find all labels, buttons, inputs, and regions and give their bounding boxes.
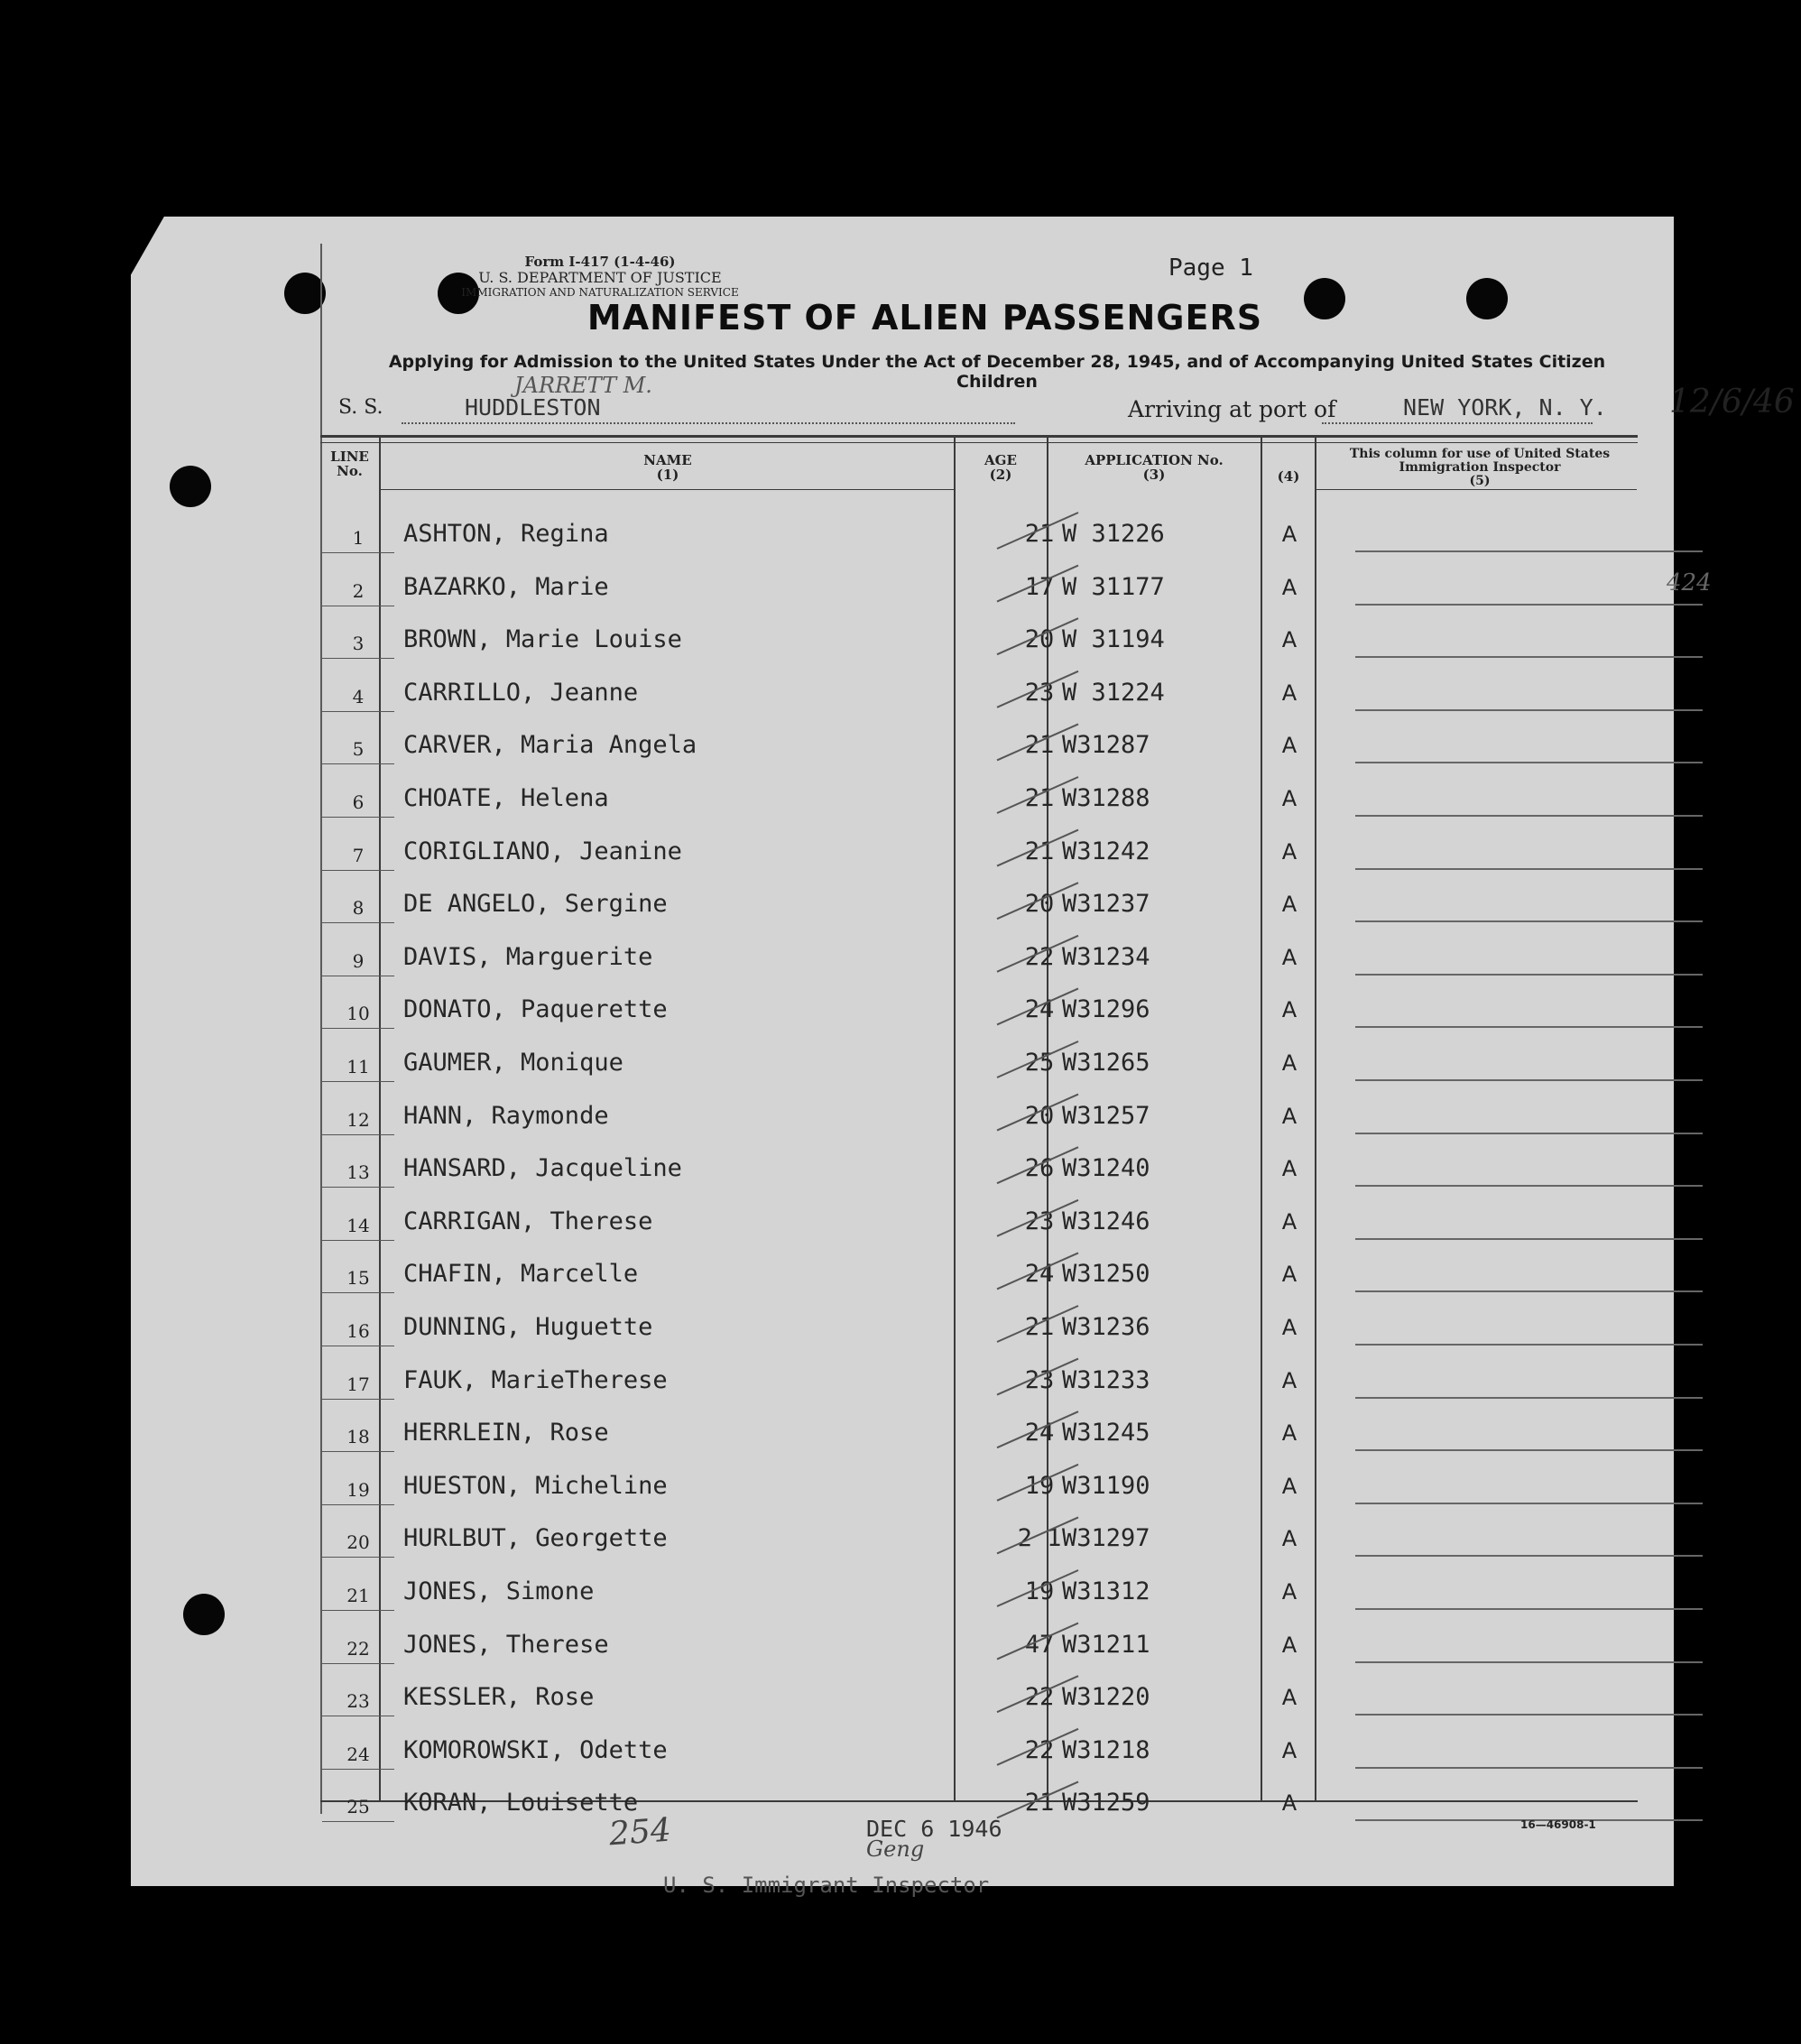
passenger-age: 21 xyxy=(1024,837,1055,865)
line-number: 5 xyxy=(352,738,365,761)
pencil-check-marks xyxy=(131,217,1674,1886)
status-code: A xyxy=(1281,1050,1298,1076)
application-number: W 31226 xyxy=(1062,520,1165,548)
col-header-name-text: NAME xyxy=(643,452,692,468)
passenger-name: CARRILLO, Jeanne xyxy=(403,678,639,707)
check-mark xyxy=(997,1253,1078,1289)
passenger-age: 24 xyxy=(1024,1419,1055,1447)
check-mark xyxy=(997,1465,1078,1501)
passenger-age: 19 xyxy=(1024,1471,1055,1500)
passenger-name: CORIGLIANO, Jeanine xyxy=(403,837,682,865)
check-mark xyxy=(997,1517,1078,1553)
line-number: 2 xyxy=(352,579,365,602)
passenger-name: BROWN, Marie Louise xyxy=(403,625,682,654)
status-code: A xyxy=(1281,1737,1298,1763)
col-header-inspector-num: (5) xyxy=(1469,474,1491,488)
passenger-age: 24 xyxy=(1024,995,1055,1024)
status-code: A xyxy=(1281,1579,1298,1605)
line-number: 12 xyxy=(346,1108,370,1131)
application-number: W31257 xyxy=(1062,1101,1150,1130)
page-title: MANIFEST OF ALIEN PASSENGERS xyxy=(586,298,1263,338)
check-mark xyxy=(997,1781,1078,1817)
port-of-arrival: NEW YORK, N. Y. xyxy=(1403,394,1607,421)
col-header-age-text: AGE xyxy=(984,452,1017,468)
application-number: W31259 xyxy=(1062,1789,1150,1817)
passenger-age: 23 xyxy=(1024,678,1055,707)
passenger-name: DUNNING, Huguette xyxy=(403,1313,653,1341)
check-mark xyxy=(997,883,1078,919)
status-code: A xyxy=(1281,944,1298,970)
passenger-age: 17 xyxy=(1024,572,1055,601)
status-code: A xyxy=(1281,1473,1298,1499)
line-number: 10 xyxy=(346,1003,370,1025)
passenger-age: 21 xyxy=(1024,1789,1055,1817)
inspection-stamp-date: DEC 6 1946 xyxy=(866,1816,1002,1842)
line-number: 23 xyxy=(346,1690,370,1713)
passenger-name: HUESTON, Micheline xyxy=(403,1471,668,1500)
application-number: W31220 xyxy=(1062,1683,1150,1712)
passenger-name: KESSLER, Rose xyxy=(403,1683,595,1712)
status-code: A xyxy=(1281,1420,1298,1447)
check-mark xyxy=(997,1623,1078,1660)
status-code: A xyxy=(1281,1367,1298,1393)
application-number: W31296 xyxy=(1062,995,1150,1024)
line-number: 8 xyxy=(352,897,365,920)
passenger-age: 21 xyxy=(1024,1313,1055,1341)
check-mark xyxy=(997,1095,1078,1131)
passenger-name: GAUMER, Monique xyxy=(403,1049,623,1077)
passenger-age: 24 xyxy=(1024,1260,1055,1289)
passenger-name: CHAFIN, Marcelle xyxy=(403,1260,639,1289)
inspector-caption: U. S. Immigrant Inspector xyxy=(663,1873,990,1898)
line-number: 25 xyxy=(346,1796,370,1818)
col-header-line-no: LINE No. xyxy=(330,449,369,479)
passenger-age: 20 xyxy=(1024,625,1055,654)
passenger-age: 20 xyxy=(1024,890,1055,919)
application-number: W31234 xyxy=(1062,942,1150,971)
application-number: W31297 xyxy=(1062,1524,1150,1553)
line-number: 24 xyxy=(346,1743,370,1765)
line-number: 13 xyxy=(346,1161,370,1184)
line-number: 9 xyxy=(352,949,365,972)
application-number: W31250 xyxy=(1062,1260,1150,1289)
check-mark xyxy=(997,1359,1078,1395)
check-mark xyxy=(997,1200,1078,1236)
check-mark xyxy=(997,830,1078,866)
application-number: W31218 xyxy=(1062,1735,1150,1764)
status-code: A xyxy=(1281,522,1298,547)
passenger-name: HERRLEIN, Rose xyxy=(403,1419,609,1447)
passenger-name: KORAN, Louisette xyxy=(403,1789,639,1817)
line-number: 7 xyxy=(352,844,365,866)
application-number: W31287 xyxy=(1062,731,1150,760)
application-number: W31233 xyxy=(1062,1365,1150,1394)
passenger-name: JONES, Therese xyxy=(403,1630,609,1659)
service-name: IMMIGRATION AND NATURALIZATION SERVICE xyxy=(461,286,739,299)
check-mark xyxy=(997,936,1078,972)
line-number: 19 xyxy=(346,1478,370,1501)
passenger-name: JONES, Simone xyxy=(403,1577,595,1605)
check-mark xyxy=(997,1306,1078,1342)
department-name: U. S. DEPARTMENT OF JUSTICE xyxy=(478,269,722,286)
passenger-name: CARVER, Maria Angela xyxy=(403,731,697,760)
check-mark xyxy=(997,671,1078,708)
check-mark xyxy=(997,724,1078,760)
check-mark xyxy=(997,777,1078,813)
status-code: A xyxy=(1281,786,1298,811)
col-header-4: (4) xyxy=(1277,468,1300,485)
line-number: 3 xyxy=(352,633,365,655)
ship-handwritten-note: JARRETT M. xyxy=(514,373,652,398)
status-code: A xyxy=(1281,997,1298,1023)
line-number: 15 xyxy=(346,1267,370,1290)
page-number: Page 1 xyxy=(1168,254,1253,282)
application-number: W31240 xyxy=(1062,1154,1150,1183)
application-number: W31246 xyxy=(1062,1207,1150,1235)
passenger-age: 19 xyxy=(1024,1577,1055,1605)
status-code: A xyxy=(1281,1790,1298,1817)
passenger-name: CHOATE, Helena xyxy=(403,784,609,812)
application-number: W 31177 xyxy=(1062,572,1165,601)
passenger-age: 25 xyxy=(1024,1049,1055,1077)
passenger-name: DONATO, Paquerette xyxy=(403,995,668,1024)
check-mark xyxy=(997,566,1078,602)
application-number: W31245 xyxy=(1062,1419,1150,1447)
passenger-name: HANSARD, Jacqueline xyxy=(403,1154,682,1183)
check-mark xyxy=(997,1411,1078,1447)
line-number: 16 xyxy=(346,1320,370,1342)
check-mark xyxy=(997,618,1078,654)
col-header-age-num: (2) xyxy=(989,467,1012,483)
passenger-name: ASHTON, Regina xyxy=(403,520,609,548)
status-code: A xyxy=(1281,1208,1298,1235)
handwritten-count: 254 xyxy=(607,1811,673,1854)
line-number: 4 xyxy=(352,685,365,708)
line-number: 21 xyxy=(346,1585,370,1606)
passenger-name: HURLBUT, Georgette xyxy=(403,1524,668,1553)
application-number: W31237 xyxy=(1062,890,1150,919)
passenger-name: DE ANGELO, Sergine xyxy=(403,890,668,919)
form-number: Form I-417 (1-4-46) xyxy=(524,254,676,270)
passenger-name: KOMOROWSKI, Odette xyxy=(403,1735,668,1764)
status-code: A xyxy=(1281,733,1298,759)
col-header-inspector-text: This column for use of United States Immigration Inspector xyxy=(1349,447,1611,475)
col-header-application-text: APPLICATION No. xyxy=(1085,452,1224,468)
status-code: A xyxy=(1281,838,1298,865)
page-subtitle: Applying for Admission to the United States Under the Act of December 28, 1945, and of Accompanying United States Citizen Children xyxy=(388,352,1606,392)
status-code: A xyxy=(1281,680,1298,706)
inspector-note: 424 xyxy=(1667,569,1712,597)
passenger-age: 22 xyxy=(1024,942,1055,971)
check-mark xyxy=(997,1570,1078,1606)
col-header-application-num: (3) xyxy=(1142,467,1166,483)
inspection-stamp-initials: Geng xyxy=(866,1836,925,1862)
passenger-age: 21 xyxy=(1024,731,1055,760)
line-number: 17 xyxy=(346,1373,370,1395)
status-code: A xyxy=(1281,1526,1298,1552)
status-code: A xyxy=(1281,892,1298,918)
status-code: A xyxy=(1281,1632,1298,1658)
passenger-age: 23 xyxy=(1024,1365,1055,1394)
line-number: 6 xyxy=(352,791,365,813)
port-label: Arriving at port of xyxy=(1128,396,1336,422)
line-number: 14 xyxy=(346,1214,370,1236)
line-number: 22 xyxy=(346,1637,370,1660)
passenger-name: BAZARKO, Marie xyxy=(403,572,609,601)
check-mark xyxy=(997,1041,1078,1077)
passenger-age: 26 xyxy=(1024,1154,1055,1183)
application-number: W31265 xyxy=(1062,1049,1150,1077)
passenger-age: 22 xyxy=(1024,1735,1055,1764)
ship-label: S. S. xyxy=(338,396,383,419)
status-code: A xyxy=(1281,1103,1298,1129)
status-code: A xyxy=(1281,1315,1298,1340)
application-number: W31236 xyxy=(1062,1313,1150,1341)
status-code: A xyxy=(1281,1262,1298,1288)
passenger-name: DAVIS, Marguerite xyxy=(403,942,653,971)
application-number: W31242 xyxy=(1062,837,1150,865)
line-number: 18 xyxy=(346,1426,370,1448)
print-code: 16—46908-1 xyxy=(1520,1818,1596,1831)
status-code: A xyxy=(1281,574,1298,600)
passenger-age: 20 xyxy=(1024,1101,1055,1130)
passenger-name: CARRIGAN, Therese xyxy=(403,1207,653,1235)
arrival-date: 12/6/46 xyxy=(1669,384,1795,421)
check-mark xyxy=(997,988,1078,1024)
application-number: W31288 xyxy=(1062,784,1150,812)
application-number: W31211 xyxy=(1062,1630,1150,1659)
line-number: 1 xyxy=(352,527,365,549)
status-code: A xyxy=(1281,627,1298,653)
passenger-age: 22 xyxy=(1024,1683,1055,1712)
passenger-name: HANN, Raymonde xyxy=(403,1101,609,1130)
status-code: A xyxy=(1281,1156,1298,1182)
status-code: A xyxy=(1281,1685,1298,1711)
application-number: W31312 xyxy=(1062,1577,1150,1605)
passenger-age: 21 xyxy=(1024,520,1055,548)
application-number: W 31224 xyxy=(1062,678,1165,707)
application-number: W 31194 xyxy=(1062,625,1165,654)
line-number: 20 xyxy=(346,1531,370,1554)
line-number: 11 xyxy=(346,1056,370,1077)
check-mark xyxy=(997,1729,1078,1765)
col-header-name-num: (1) xyxy=(656,467,679,483)
passenger-name: FAUK, MarieTherese xyxy=(403,1365,668,1394)
manifest-page xyxy=(131,217,1795,1898)
check-mark xyxy=(997,513,1078,549)
check-mark xyxy=(997,1147,1078,1183)
passenger-age: 21 xyxy=(1024,784,1055,812)
ship-name: HUDDLESTON xyxy=(465,394,601,421)
passenger-age: 2 1 xyxy=(1017,1524,1062,1553)
passenger-age: 23 xyxy=(1024,1207,1055,1235)
check-mark xyxy=(997,1676,1078,1712)
passenger-age: 47 xyxy=(1024,1630,1055,1659)
application-number: W31190 xyxy=(1062,1471,1150,1500)
